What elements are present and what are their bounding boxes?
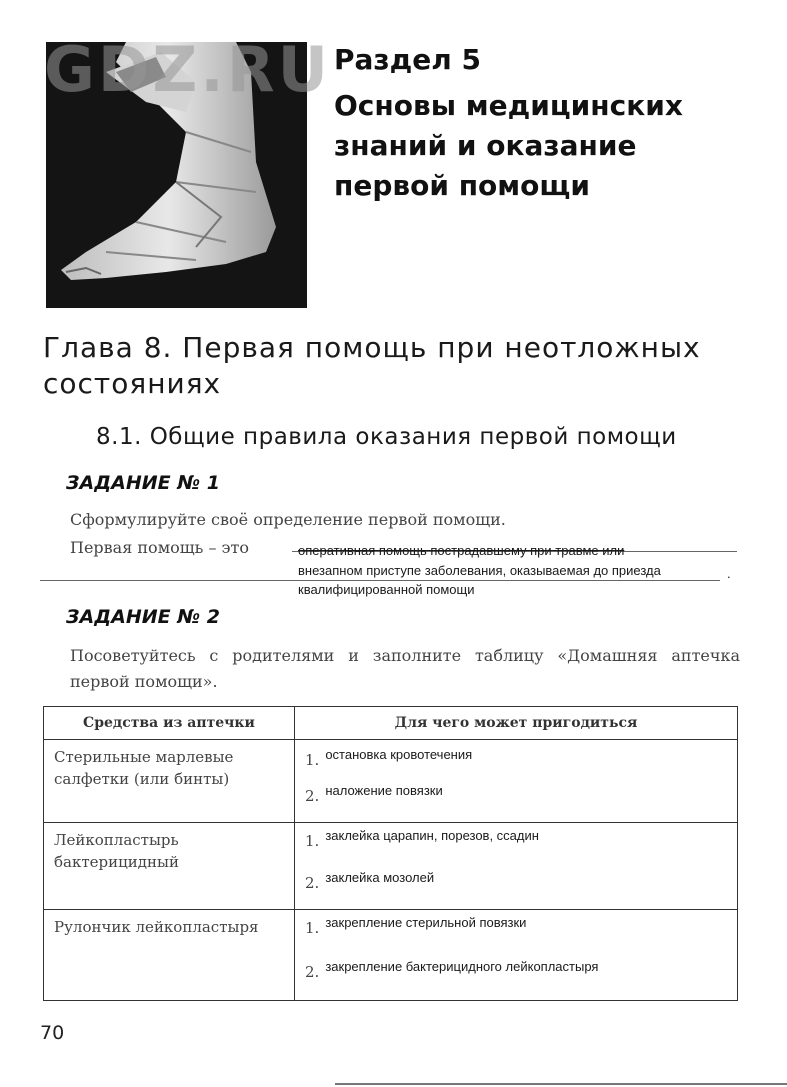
page-number: 70 <box>40 1022 65 1044</box>
use-number: 2. <box>305 874 320 892</box>
table-row <box>44 740 738 823</box>
kit-item-name: Рулончик лейкопластыря <box>54 918 259 936</box>
table-header-cell: Для чего может пригодиться <box>295 707 738 740</box>
section-title-line: первой помощи <box>334 169 590 202</box>
use-text: заклейка мозолей <box>325 870 435 885</box>
task1-answer-line: оперативная помощь пострадавшему при травме или <box>298 543 625 558</box>
task2-heading: ЗАДАНИЕ № 2 <box>66 606 220 628</box>
section-label: Раздел 5 <box>334 43 482 76</box>
use-entry <box>305 959 599 981</box>
table-row <box>44 823 738 910</box>
use-text: закрепление бактерицидного лейкопластыря <box>325 959 599 974</box>
table-header-row <box>44 707 738 740</box>
use-number: 1. <box>305 751 320 769</box>
chapter-title-line: Глава 8. Первая помощь при неотложных <box>43 331 701 364</box>
table-header-cell: Средства из аптечки <box>44 707 295 740</box>
first-aid-kit-table <box>43 706 738 1001</box>
section-title-line: знаний и оказание <box>334 129 637 162</box>
footer-divider <box>335 1083 787 1085</box>
use-entry <box>305 747 473 769</box>
use-entry <box>305 870 435 892</box>
section-title-line: Основы медицинских <box>334 89 683 122</box>
kit-item-name: Стерильные марлевые салфетки (или бинты) <box>54 748 234 788</box>
subchapter-title: 8.1. Общие правила оказания первой помощи <box>96 424 677 450</box>
use-number: 2. <box>305 787 320 805</box>
use-number: 1. <box>305 919 320 937</box>
use-entry <box>305 915 527 937</box>
task1-heading: ЗАДАНИЕ № 1 <box>66 472 220 494</box>
chapter-title-line: состояниях <box>43 367 222 400</box>
use-text: заклейка царапин, порезов, ссадин <box>325 828 539 843</box>
kit-item-name: Лейкопластырь бактерицидный <box>54 831 179 871</box>
task1-answer-line: квалифицированной помощи <box>298 582 475 597</box>
chapter-title <box>43 330 743 402</box>
use-entry <box>305 828 539 850</box>
use-number: 1. <box>305 832 320 850</box>
section-title <box>334 86 754 206</box>
use-entry <box>305 783 443 805</box>
task1-answer-label: Первая помощь – это <box>70 538 249 557</box>
table-row <box>44 910 738 1001</box>
task1-prompt: Сформулируйте своё определение первой помощи. <box>70 510 506 529</box>
use-number: 2. <box>305 963 320 981</box>
task1-answer-period: . <box>727 566 731 581</box>
answer-line <box>40 580 720 581</box>
task1-answer-line: внезапном приступе заболевания, оказываемая до приезда <box>298 563 661 578</box>
use-text: наложение повязки <box>325 783 443 798</box>
use-text: закрепление стерильной повязки <box>325 915 527 930</box>
task2-prompt: Посоветуйтесь с родителями и заполните таблицу «Домашняя аптечка первой помощи». <box>70 646 740 691</box>
watermark: GDZ.RU <box>44 33 331 106</box>
use-text: остановка кровотечения <box>325 747 473 762</box>
